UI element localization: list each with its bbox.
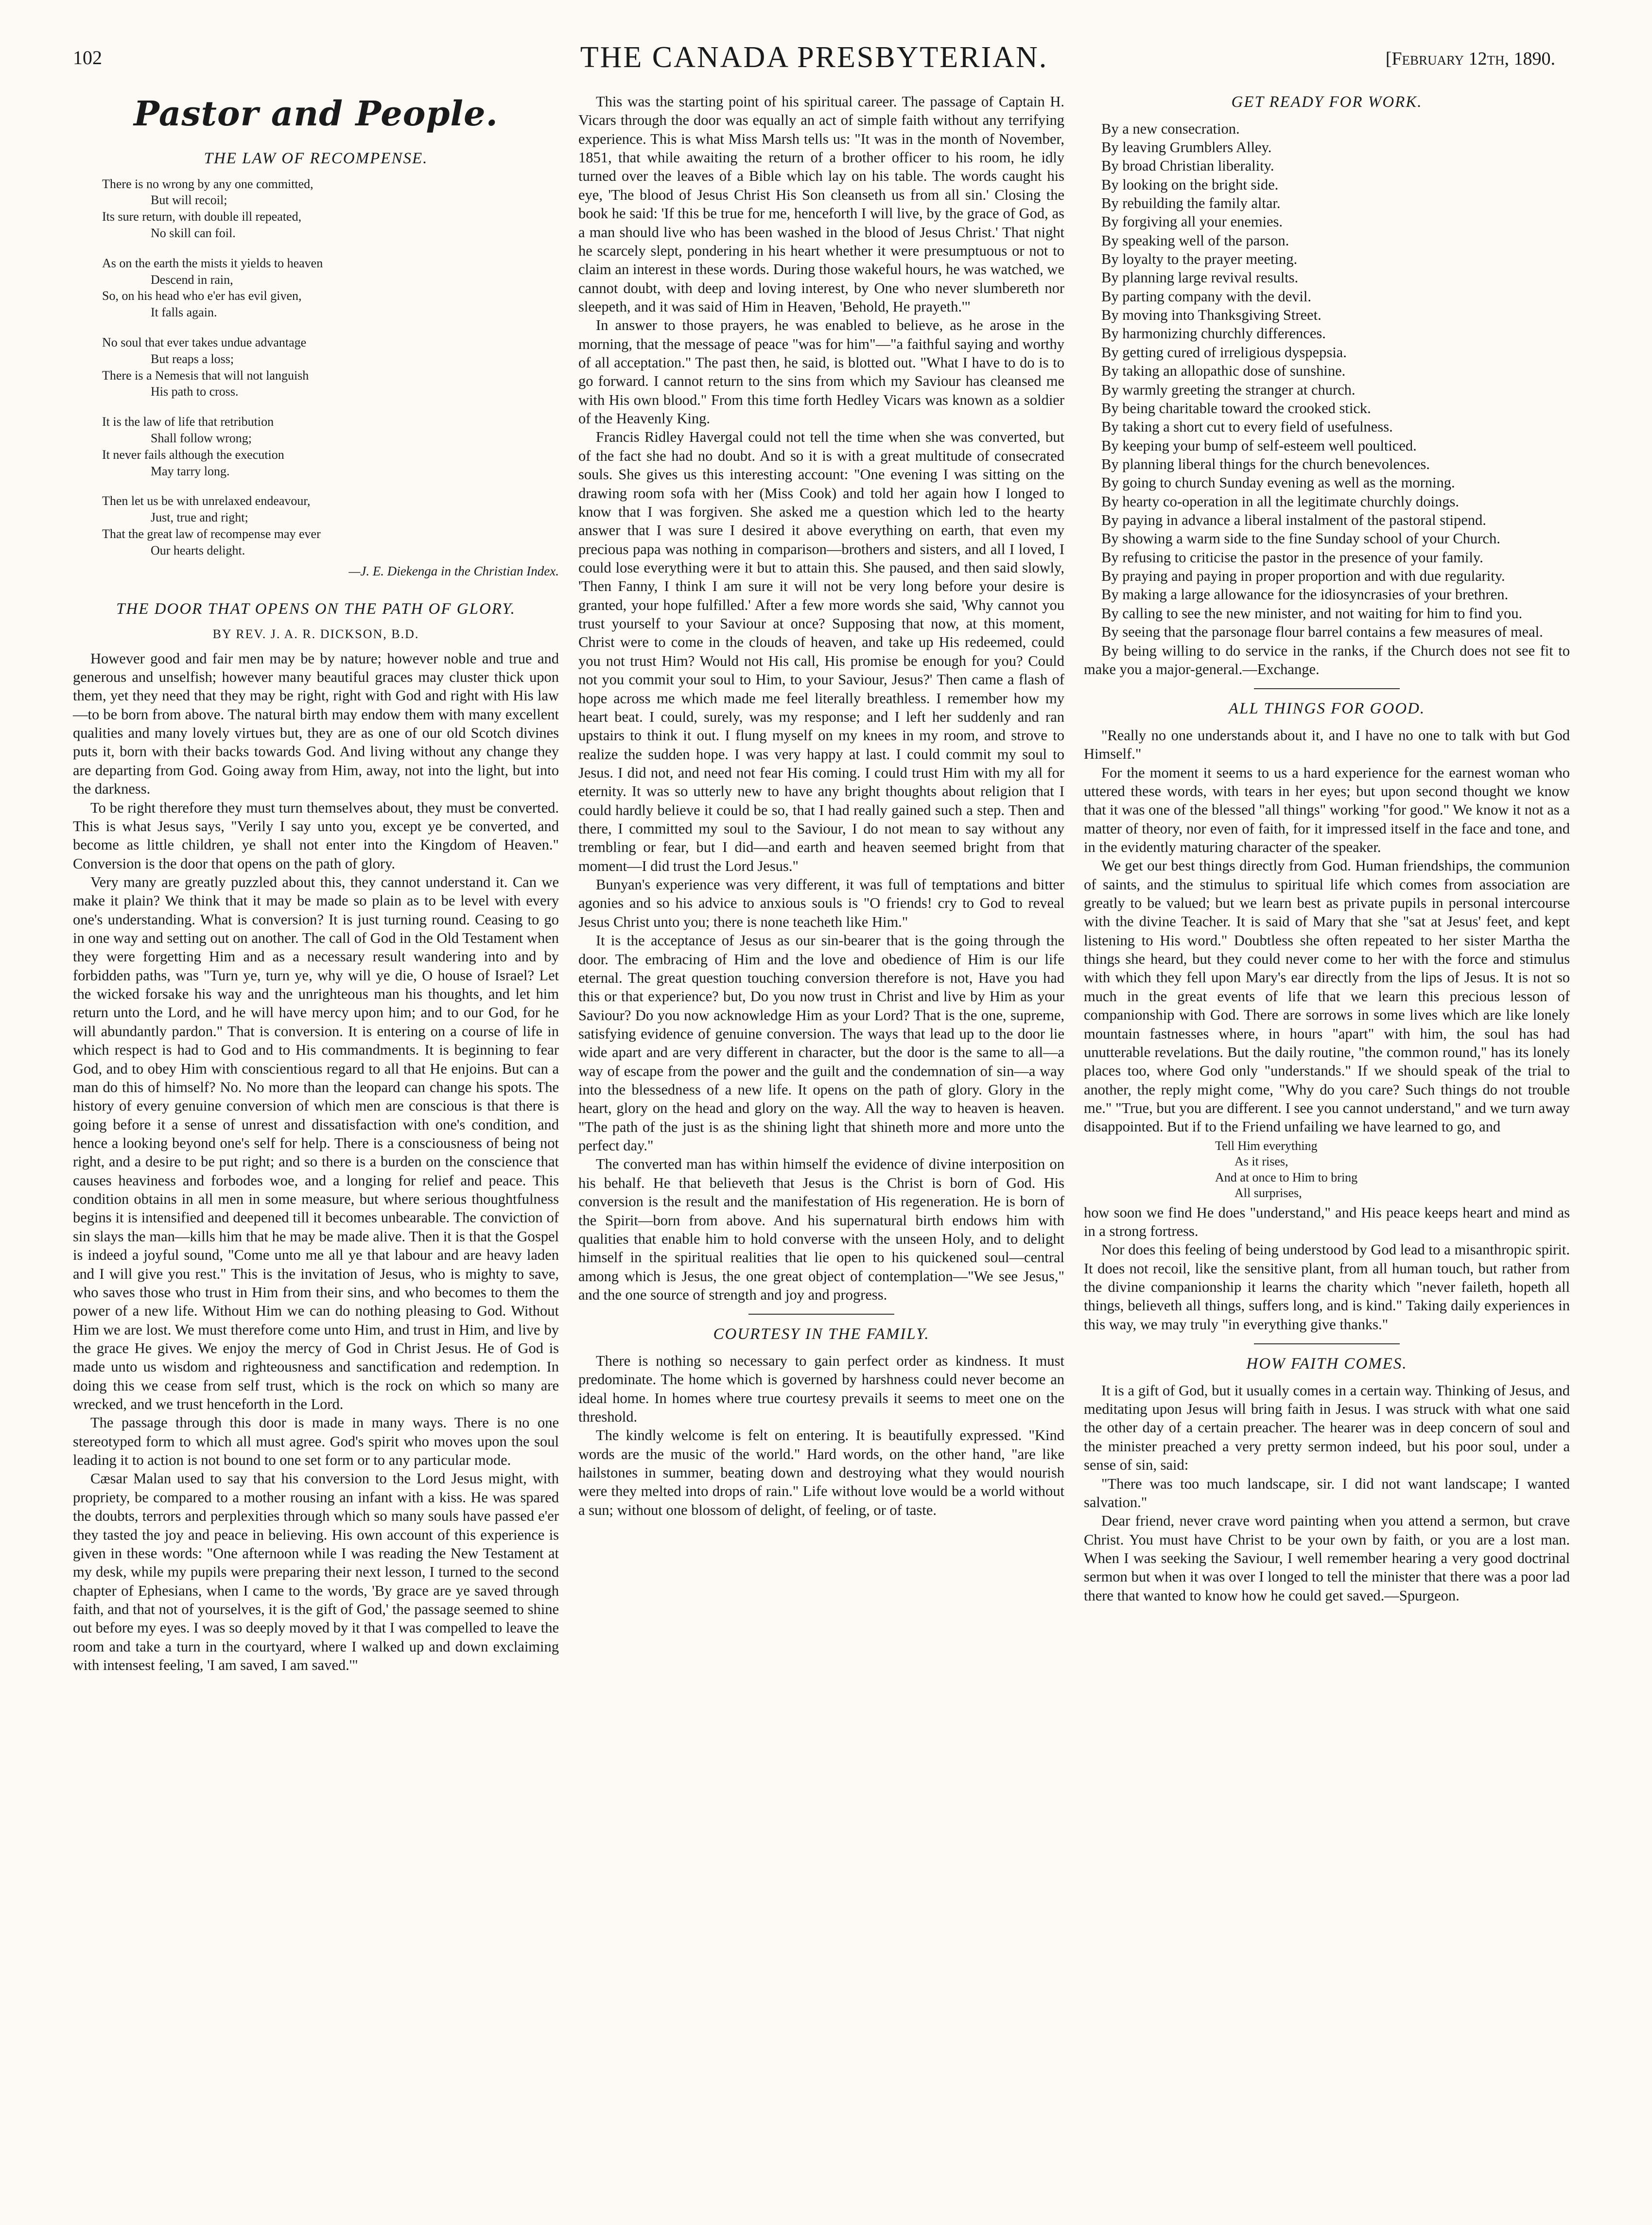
poem-line: Then let us be with unrelaxed endeavour, — [102, 494, 311, 508]
faith-paragraph: Dear friend, never crave word painting when you attend a sermon, but crave Christ. You must have Christ to be your own by faith, or you are a lost man. When I was seeking the Saviour, I well remember hearing a very good doctrinal sermon but when it was over I longed to tell the minister that there was a poor lad there that wanted to know how he could get saved.—Spurgeon. — [1084, 1512, 1570, 1604]
article-title: THE DOOR THAT OPENS ON THE PATH OF GLORY. — [116, 600, 516, 618]
ready-title: GET READY FOR WORK. — [1231, 93, 1423, 111]
all-things-title: ALL THINGS FOR GOOD. — [1228, 700, 1426, 718]
ready-list-item: By forgiving all your enemies. — [1101, 213, 1283, 230]
poem-line: As on the earth the mists it yields to heaven — [102, 256, 323, 270]
article-byline: BY REV. J. A. R. DICKSON, B.D. — [212, 626, 419, 641]
ready-list-item: By rebuilding the family altar. — [1101, 194, 1281, 211]
ready-list-item: By getting cured of irreligious dyspepsia. — [1101, 344, 1347, 361]
ready-list-item: By hearty co-operation in all the legitimate churchly doings. — [1101, 493, 1460, 510]
column-right — [1084, 92, 1570, 1605]
ready-list-item: By moving into Thanksgiving Street. — [1101, 307, 1322, 324]
ready-list-item: By going to church Sunday evening as well as the morning. — [1101, 474, 1455, 491]
ready-list-item: By making a large allowance for the idiosyncrasies of your brethren. — [1101, 586, 1509, 603]
poem-line: Just, true and right; — [151, 510, 248, 525]
ready-list-item: By taking a short cut to every field of usefulness. — [1101, 418, 1393, 435]
ready-list-item: By harmonizing churchly differences. — [1101, 325, 1326, 342]
column-left — [73, 92, 559, 1674]
poem-line: Descend in rain, — [151, 272, 233, 287]
poem-line: It is the law of life that retribution — [102, 415, 274, 429]
ready-list-item: By speaking well of the parson. — [1101, 232, 1289, 249]
column-middle — [578, 92, 1064, 1519]
ready-list-item: By looking on the bright side. — [1101, 176, 1279, 193]
poem-line: It falls again. — [151, 305, 217, 320]
ready-list-item: By being charitable toward the crooked stick. — [1101, 400, 1371, 417]
poem-line: Shall follow wrong; — [151, 431, 252, 445]
poem-line: There is no wrong by any one committed, — [102, 176, 313, 191]
poem-stanza — [73, 176, 559, 242]
courtesy-paragraph: The kindly welcome is felt on entering. It is beautifully expressed. "Kind words are the music of the world." Hard words, on the other hand, "are like hailstones in summer, beating down and destroying what they would nourish were they melted into drops of rain." Life without love would be a world without a sun; without one blossom of delight, of feeling, or of taste. — [578, 1427, 1064, 1518]
poem-line: Our hearts delight. — [151, 543, 245, 557]
ready-list-item: By seeing that the parsonage flour barrel contains a few measures of meal. — [1101, 624, 1543, 641]
ready-list-item: By leaving Grumblers Alley. — [1101, 139, 1272, 156]
poem-line: That the great law of recompense may ever — [102, 526, 321, 541]
ready-list-item: By praying and paying in proper proportion and with due regularity. — [1101, 568, 1505, 585]
newspaper-title: THE CANADA PRESBYTERIAN. — [580, 41, 1048, 74]
article-paragraph: Very many are greatly puzzled about this, they cannot understand it. Can we make it plain? We think that it may be made so plain as to be level with every one's understanding. What is conversion? It is just turning round. Ceasing to go in one way and setting out on another. The call of God in the Old Testament when they were forgetting Him and as a necessary result wandering into and by forbidden paths, was "Turn ye, turn ye, why will ye die, O house of Israel? Let the wicked forsake his way and the unrighteous man his thoughts, and let him return unto the Lord, and he will have mercy upon him; and to our God, for he will abundantly pardon." That is conversion. It is entering on a course of life in which respect is had to God and to His commandments. It is beginning to fear God, and to obey Him with conscientious regard to all that He enjoins. But can a man do this of himself? No. No more than the leopard can change his spots. The history of every genuine conversion of which men are conscious is that there is going before it a sense of unrest and dissatisfaction with one's condition, and hence a looking beyond one's self for help. There is a consciousness of being not right, and a desire to be put right; and so there is a burden on the conscience that causes heaviness and forbodes woe, and a longing for relief and peace. This condition obtains in all men in some measure, but where serious thoughtfulness begins it is intensified and deepened till it becomes unbearable. The conviction of sin slays the man—kills him that he may be made alive. Then it is that the Gospel is indeed a joyful sound, "Come unto me all ye that labour and are heavy laden and I will give you rest." This is the invitation of Jesus, who is mighty to save, who saves those who trust in Him from their sins, and who becomes to them the power of a new life. Without Him we can do nothing pleasing to God. Without Him we are lost. We must therefore come unto Him, and trust in Him, and live by the grace He gives. We enjoy the mercy of God in Christ Jesus. He of God is made unto us wisdom and righteousness and sanctification and redemption. In doing this we cease from self trust, which is the rock on which so many are wrecked, and we trust henceforth in the Lord. — [73, 873, 559, 1413]
issue-date: [February 12th, 1890. — [1385, 49, 1555, 69]
all-things-paragraph: how soon we find He does "understand," and His peace keeps heart and mind as in a strong fortress. — [1084, 1204, 1570, 1240]
article-paragraph: The passage through this door is made in many ways. There is no one stereotyped form to which all must agree. God's spirit who moves upon the soul leading it to action is not bound to one set form or to any particular mode. — [73, 1414, 559, 1469]
article-paragraph: The converted man has within himself the evidence of divine interposition on his behalf. He that believeth that Jesus is the Christ is born of God. His conversion is the result and the manifestation of His regeneration. He is born of the Spirit—born from above. And his supernatural birth endows him with qualities that enable him to hold converse with the unseen Holy, and to delight himself in the spiritual realities that lie open to his quickened soul—central among which is Jesus, the one great object of contemplation—"We see Jesus," and the one source of strength and joy and progress. — [578, 1156, 1064, 1303]
ready-list-item: By parting company with the devil. — [1101, 288, 1312, 305]
poem-line: Its sure return, with double ill repeated, — [102, 209, 302, 224]
article-paragraph: However good and fair men may be by nature; however noble and true and generous and unselfish; however many beautiful graces may cluster thick upon them, yet they need that they may be right, right with God and right with His law—to be born from above. The natural birth may endow them with many excellent qualities and many lovely virtues but, they are as one of our old Scotch divines puts it, born with their backs towards God. And living without any change they are departing from God. Going away from Him, away, not into the light, but into the darkness. — [73, 650, 559, 798]
poem-line: No skill can foil. — [151, 226, 236, 240]
ready-list-item: By keeping your bump of self-esteem well poulticed. — [1101, 437, 1417, 454]
ready-list-item: By loyalty to the prayer meeting. — [1101, 251, 1298, 268]
faith-paragraph: "There was too much landscape, sir. I did not want landscape; I wanted salvation." — [1084, 1475, 1570, 1511]
ready-list-item: By showing a warm side to the fine Sunday school of your Church. — [1101, 530, 1500, 547]
inset-poem-line: Tell Him everything — [1215, 1138, 1318, 1153]
article-paragraph: In answer to those prayers, he was enabled to believe, as he arose in the morning, that the message of peace "was for him"—"a faithful saying and worthy of all acceptation." The past then, he said, is blotted out. "What I have to do is to go forward. I cannot return to the sins from which my Saviour has cleansed me with His own blood." From this time forth Hedley Vicars was known as a soldier of the Heavenly King. — [578, 317, 1064, 427]
ready-list-item: By broad Christian liberality. — [1101, 157, 1274, 174]
poem-stanza — [73, 414, 559, 479]
inset-poem-line: As it rises, — [1235, 1154, 1288, 1169]
ready-list-item: By calling to see the new minister, and not waiting for him to find you. — [1101, 605, 1523, 622]
all-things-paragraph: "Really no one understands about it, and I have no one to talk with but God Himself." — [1084, 727, 1570, 763]
ready-list-item: By warmly greeting the stranger at church. — [1101, 381, 1356, 398]
ready-list — [1084, 120, 1570, 679]
page-number: 102 — [73, 47, 102, 69]
courtesy-paragraph: There is nothing so necessary to gain perfect order as kindness. It must predominate. The home which is governed by harshness could never become an ideal home. In homes where true courtesy prevails it seems to meet one on the threshold. — [578, 1352, 1064, 1425]
faith-paragraph: It is a gift of God, but it usually comes in a certain way. Thinking of Jesus, and meditating upon Jesus will bring faith in Jesus. I was struck with what one said the other day of a certain preacher. The hearer was in deep concern of soul and the minister preached a very pretty sermon indeed, but his poor soul, under a sense of sin, said: — [1084, 1382, 1570, 1474]
ready-list-item: By planning large revival results. — [1101, 269, 1299, 286]
ready-list-item: By a new consecration. — [1101, 120, 1240, 137]
masthead — [73, 41, 1555, 80]
section-heading: Pastor and People. — [134, 93, 498, 134]
poem-credit: —J. E. Diekenga in the Christian Index. — [348, 564, 559, 579]
poem-line: No soul that ever takes undue advantage — [102, 335, 307, 349]
ready-list-item: By planning liberal things for the church benevolences. — [1101, 455, 1430, 472]
poem-line: But will recoil; — [151, 193, 227, 208]
article-body — [73, 649, 559, 1675]
poem-line: It never fails although the execution — [102, 447, 284, 462]
section-divider — [1254, 688, 1400, 689]
article-paragraph: Cæsar Malan used to say that his conversion to the Lord Jesus might, with propriety, be compared to a mother rousing an infant with a kiss. He was spared the doubts, terrors and perplexities through which so many souls have passed e'er they tasted the joy and peace in believing. His own account of this experience is given in these words: "One afternoon while I was reading the New Testament at my desk, while my pupils were preparing their next lesson, I turned to the second chapter of Ephesians, when I came to the words, 'By grace are ye saved through faith, and that not of yourselves, it is the gift of God,' the passage seemed to shine out before my eyes. I was so deeply moved by it that I was compelled to leave the room and take a turn in the courtyard, where I walked up and down exclaiming with intensest feeling, 'I am saved, I am saved.'" — [73, 1470, 559, 1674]
poem-line: His path to cross. — [151, 384, 239, 399]
all-things-paragraph: We get our best things directly from God. Human friendships, the communion of saints, and the stimulus to spiritual life which comes from association are greatly to be valued; but we learn best as private pupils in personal intercourse with the divine Teacher. It is said of Mary that she "sat at Jesus' feet, and kept listening to His word." Doubtless she often repeated to her sister Martha the things she heard, but they could never come to her with the force and stimulus with which they fell upon Mary's ear directly from the lips of Jesus. It is not so much in the great events of life that we learn this precious lesson of companionship with God. There are sorrows in some lives which are like lonely mountain fastnesses where, in hours "apart" with him, the soul has had unutterable revelations. But the daily routine, "the common round," has its lonely places too, where God only "understands." If we should speak of the trial to another, the reply might come, "Why do you care? Such things do not trouble me." "True, but you are different. I see you cannot understand," and we turn away disappointed. But if to the Friend unfailing we have learned to go, and — [1084, 857, 1570, 1135]
all-things-paragraph: For the moment it seems to us a hard experience for the earnest woman who uttered these words, with tears in her eyes; but upon second thought we know that it was one of the blessed "all things" working "for good." We know it not as a matter of theory, nor even of faith, for it impressed itself in the face and tone, and in the evidently maturing character of the speaker. — [1084, 764, 1570, 855]
article-paragraph: It is the acceptance of Jesus as our sin-bearer that is the going through the door. The embracing of Him and the love and obedience of Him is our life eternal. The great question touching conversion therefore is not, Have you had this or that experience? but, Do you now trust in Christ and live by Him as your Saviour? Do you now acknowledge Him as your Lord? That is the one, supreme, satisfying evidence of genuine conversion. The ways that lead up to the door lie wide apart and are very different in character, but the door is the same to all—a way of escape from the power and the guilt and the condemnation of sin—a way into the blessedness of a new life. It opens on the path of glory. Glory in the heart, glory on the head and glory on the way. All the way to heaven is heaven. "The path of the just is as the shining light that shineth more and more unto the perfect day." — [578, 932, 1064, 1154]
poem-line: May tarry long. — [151, 464, 230, 478]
section-divider — [1254, 1343, 1400, 1344]
article-paragraph: This was the starting point of his spiritual career. The passage of Captain H. Vicars through the door was equally an act of simple faith without any terrifying experience. This is what Miss Marsh tells us: "It was in the month of November, 1851, that while awaiting the return of a brother officer to his room, he idly turned over the leaves of a Bible which lay on his table. The words caught his eye, 'The blood of Jesus Christ His Son cleanseth us from all sin.' Closing the book he said: 'If this be true for me, henceforth I will live, by the grace of God, as a man should live who has been washed in the blood of Jesus Christ.' That night he scarcely slept, pondering in his heart whether it were presumptuous or not to claim an interest in these words. During those wakeful hours, he was watched, we cannot doubt, with deep and loving interest, by One who never slumbereth nor sleepeth, and it was said of Him in Heaven, 'Behold, He prayeth.'" — [578, 93, 1064, 315]
ready-list-item: By taking an allopathic dose of sunshine. — [1101, 363, 1346, 380]
poem — [73, 176, 559, 559]
inset-poem — [1215, 1138, 1570, 1201]
ready-list-item: By refusing to criticise the pastor in the presence of your family. — [1101, 549, 1483, 566]
inset-poem-line: And at once to Him to bring — [1215, 1170, 1358, 1184]
inset-poem-line: All surprises, — [1235, 1186, 1302, 1200]
poem-line: But reaps a loss; — [151, 351, 234, 366]
poem-stanza — [73, 334, 559, 400]
poem-line: There is a Nemesis that will not languish — [102, 368, 309, 382]
article-paragraph: To be right therefore they must turn themselves about, they must be converted. This is what Jesus says, "Verily I say unto you, except ye be converted, and become as little children, ye shall not enter into the Kingdom of Heaven." Conversion is the door that opens on the path of glory. — [73, 799, 559, 872]
ready-list-item: By being willing to do service in the ranks, if the Church does not see fit to make you a major-general.—Exchange. — [1084, 642, 1570, 678]
all-things-paragraph: Nor does this feeling of being understood by God lead to a misanthropic spirit. It does not recoil, like the sensitive plant, from all human touch, but rather from the divine companionship it learns the charity which "never faileth, hopeth all things, believeth all things, suffers long, and is kind." Taking daily experiences in this way, we may truly "in everything give thanks." — [1084, 1241, 1570, 1333]
section-divider — [748, 1314, 894, 1315]
faith-title: HOW FAITH COMES. — [1246, 1355, 1408, 1373]
poem-stanza — [73, 493, 559, 558]
article-paragraph: Bunyan's experience was very different, it was full of temptations and bitter agonies and so his advice to anxious souls is "O friends! cry to God to reveal Jesus Christ unto you; there is none teacheth like Him." — [578, 876, 1064, 930]
poem-line: So, on his head who e'er has evil given, — [102, 289, 302, 303]
ready-list-item: By paying in advance a liberal instalment of the pastoral stipend. — [1101, 512, 1486, 529]
poem-title: THE LAW OF RECOMPENSE. — [204, 150, 428, 168]
article-paragraph: Francis Ridley Havergal could not tell the time when she was converted, but of the fact she had no doubt. And so it is with a great multitude of consecrated souls. She gives us this interesting account: "One evening I was sitting on the drawing room sofa with her (Miss Cook) and told her again how I longed to know that I was forgiven. She asked me a question which led to the hearty answer that I was sure I desired it above everything on earth, that even my precious papa was nothing in comparison—brothers and sisters, and all I loved, I could lose everything were it but to attain this. She paused, and then said slowly, 'Then Fanny, I think I am sure it will not be very long before your desire is granted, your hope fulfilled.' After a few more words she said, 'Why cannot you trust yourself to your Saviour at once? Supposing that now, at this moment, Christ were to come in the clouds of heaven, and take up His redeemed, could you not trust Him? Would not His call, His promise be enough for you? Could not you commit your soul to Him, to your Saviour, Jesus?' Then came a flash of hope across me which made me feel literally breathless. I remember how my heart beat. I could, surely, was my response; and I left her suddenly and ran upstairs to think it out. I flung myself on my knees in my room, and strove to realize the sudden hope. I was very happy at last. I could commit my soul to Jesus. I did not, and need not fear His coming. I could trust Him with my all for eternity. It was so utterly new to have any bright thoughts about religion that I could hardly believe it could be so, that I had really gained such a step. Then and there, I committed my soul to the Saviour, I do not mean to say without any trembling or fear, but I did—and earth and heaven seemed bright from that moment—I did trust the Lord Jesus." — [578, 429, 1064, 874]
courtesy-title: COURTESY IN THE FAMILY. — [713, 1325, 930, 1343]
poem-stanza — [73, 255, 559, 321]
